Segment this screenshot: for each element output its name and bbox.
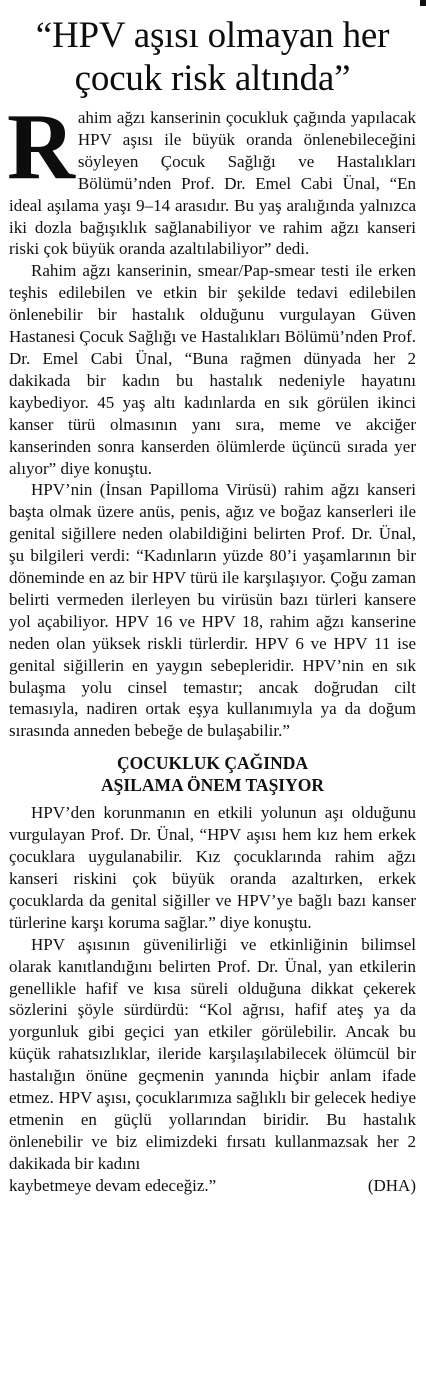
drop-cap: R bbox=[7, 95, 75, 199]
paragraph-2: Rahim ağzı kanserinin, smear/Pap-smear testi ile erken teşhis edilebilen ve etkin bir şekilde tedavi edilebilen önlenebilir bir hastalık olduğunu vurgulayan Güven Hastanesi Çocuk Sağlığı ve Hastalıkları Bölümü’nden Prof. Dr. Emel Cabi Ünal, “Buna rağmen dünyada her 2 dakikada bir kadın bu hastalık nedeniyle hayatını kaybediyor. 45 yaş altı kadınlarda en sık görülen ikinci kanser türü olmasının yanı sıra, meme ve akciğer kanserinden sonra kanserden ölümlerde üçüncü sırada yer alıyor” diye konuştu. bbox=[9, 261, 416, 478]
paragraph-3: HPV’nin (İnsan Papilloma Virüsü) rahim ağzı kanseri başta olmak üzere anüs, penis, ağız ve boğaz kanserleri ile genital siğillere neden olabildiğini belirten Prof. Dr. Ünal, şu bilgileri verdi: “Kadınların yüzde 80’i yaşamlarının bir döneminde en az bir HPV türü ile karşılaşıyor. Çoğu zaman belirti vermeden ilerleyen bu virüsün bazı türleri kansere yol açabiliyor. HPV 16 ve HPV 18, rahim ağzı kanserine neden olan yüksek riskli türlerdir. HPV 6 ve HPV 11 ise genital siğillerin en yaygın sebepleridir. HPV’nin en sık bulaşma yolu cinsel temastır; ancak doğrudan cilt temasıyla, nadiren ortak eşya kullanımıyla ya da doğum sırasında anneden bebeğe de bulaşabilir.” bbox=[9, 480, 416, 741]
headline: “HPV aşısı olmayan her çocuk risk altında” bbox=[35, 15, 390, 99]
article-body bbox=[7, 95, 416, 1197]
source-credit: (DHA) bbox=[367, 1175, 416, 1195]
closing-text: kaybetmeye devam edeceğiz.” bbox=[9, 1175, 217, 1195]
paragraph-4: HPV’den korunmanın en etkili yolunun aşı olduğunu vurgulayan Prof. Dr. Ünal, “HPV aşısı hem kız hem erkek çocuklara uygulanabilir. Kız çocuklarında rahim ağzı kanseri riskini çok büyük oranda azaltırken, erkek çocuklarda da genital siğiller ve HPV’ye bağlı bazı kanser türlerine karşı koruma sağlar.” diye konuştu. bbox=[9, 803, 416, 932]
subheading-line-2: AŞILAMA ÖNEM TAŞIYOR bbox=[101, 775, 324, 796]
closing-line bbox=[9, 1175, 416, 1197]
corner-mark bbox=[420, 0, 426, 6]
paragraph-1 bbox=[7, 95, 416, 260]
paragraph-1-text: ahim ağzı kanserinin çocukluk çağında yapılacak HPV aşısı ile büyük oranda önlenebileceğini söyleyen Çocuk Sağlığı ve Hastalıkları Bölümü’nden Prof. Dr. Emel Cabi Ünal, “En ideal aşılama yaşı 9–14 arasıdır. Bu yaş aralığında yalnızca iki dozla bağışıklık sağlanabiliyor ve rahim ağzı kanseri riski çok büyük oranda azaltılabiliyor” dedi. bbox=[9, 108, 416, 259]
subheading-line-1: ÇOCUKLUK ÇAĞINDA bbox=[116, 753, 309, 774]
subheading bbox=[9, 752, 416, 796]
paragraph-5: HPV aşısının güvenilirliği ve etkinliğinin bilimsel olarak kanıtlandığını belirten Prof. Dr. Ünal, yan etkilerin genellikle hafif ve kısa süreli olduğuna dikkat çekerek sözlerini şöyle sürdürdü: “Kol ağrısı, hafif ateş ya da yorgunluk gibi geçici yan etkiler görülebilir. Ancak bu küçük rahatsızlıklar, ileride karşılaşılabilecek ölümcül bir hastalığın önüne geçmenin yanında hiçbir anlam ifade etmez. HPV aşısı, çocuklarımıza sağlıklı bir gelecek hediye etmenin en güçlü yollarından biridir. Bu hastalık önlenebilir ve biz elimizdeki fırsatı kullanmazsak her 2 dakikada bir kadını bbox=[9, 934, 416, 1173]
